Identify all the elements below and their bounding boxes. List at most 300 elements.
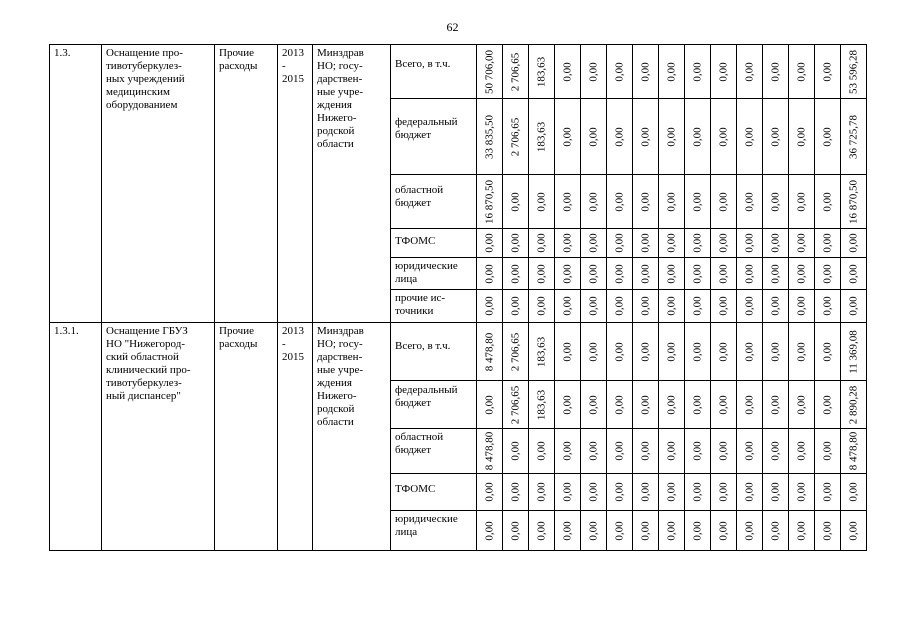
funding-table — [49, 44, 867, 551]
amount-cell — [711, 175, 737, 229]
amount-cell — [477, 323, 503, 381]
item-title: Оснащение ГБУЗ НО "Нижегород- ский областной клинический про- тивотуберкулез- ный диспансер" — [106, 325, 191, 402]
amount-cell — [581, 175, 607, 229]
table-row — [50, 323, 867, 381]
amount-value: 36 725,78 — [847, 114, 859, 159]
item-number-cell — [50, 45, 102, 323]
amount-cell — [529, 323, 555, 381]
amount-value: 0,00 — [795, 126, 807, 147]
amount-cell — [711, 381, 737, 429]
amount-cell — [503, 99, 529, 175]
amount-value: 0,00 — [509, 482, 521, 502]
amount-value: 0,00 — [587, 233, 599, 253]
funding-source-cell — [391, 323, 477, 381]
amount-value: 0,00 — [665, 441, 677, 461]
amount-cell — [581, 323, 607, 381]
amount-cell — [555, 511, 581, 551]
amount-value: 0,00 — [717, 126, 729, 147]
amount-value: 0,00 — [743, 263, 755, 284]
amount-cell — [503, 229, 529, 258]
funding-source-cell — [391, 175, 477, 229]
amount-cell — [711, 511, 737, 551]
amount-value: 0,00 — [821, 341, 833, 362]
amount-cell — [841, 381, 867, 429]
amount-cell — [529, 258, 555, 290]
amount-cell — [711, 99, 737, 175]
amount-value: 0,00 — [587, 482, 599, 502]
amount-cell — [529, 45, 555, 99]
amount-value: 0,00 — [691, 341, 703, 362]
amount-cell — [789, 99, 815, 175]
amount-cell — [841, 429, 867, 474]
amount-value: 8 478,80 — [847, 431, 859, 471]
amount-cell — [555, 323, 581, 381]
amount-value: 0,00 — [561, 520, 573, 541]
amount-value: 2 706,65 — [509, 117, 521, 156]
funding-source-cell — [391, 290, 477, 323]
amount-cell — [633, 175, 659, 229]
amount-value: 0,00 — [769, 341, 781, 362]
amount-value: 16 870,50 — [847, 179, 859, 224]
amount-value: 0,00 — [665, 263, 677, 284]
amount-cell — [789, 290, 815, 323]
amount-cell — [503, 474, 529, 511]
amount-value: 0,00 — [795, 520, 807, 541]
amount-value: 0,00 — [509, 520, 521, 541]
amount-value: 0,00 — [561, 482, 573, 502]
amount-cell — [659, 175, 685, 229]
amount-cell — [607, 45, 633, 99]
amount-cell — [841, 474, 867, 511]
amount-cell — [841, 99, 867, 175]
amount-cell — [529, 175, 555, 229]
amount-cell — [815, 99, 841, 175]
amount-value: 0,00 — [665, 394, 677, 415]
amount-cell — [581, 511, 607, 551]
funding-source: федеральный бюджет — [395, 116, 458, 141]
amount-value: 0,00 — [769, 520, 781, 541]
amount-cell — [607, 474, 633, 511]
amount-value: 0,00 — [821, 263, 833, 284]
amount-value: 0,00 — [821, 394, 833, 415]
amount-cell — [737, 99, 763, 175]
amount-cell — [789, 511, 815, 551]
amount-cell — [633, 429, 659, 474]
amount-cell — [685, 258, 711, 290]
amount-value: 0,00 — [795, 263, 807, 284]
amount-cell — [789, 45, 815, 99]
amount-value: 0,00 — [613, 341, 625, 362]
amount-cell — [633, 323, 659, 381]
amount-value: 0,00 — [743, 394, 755, 415]
amount-value: 0,00 — [795, 191, 807, 212]
amount-value: 0,00 — [847, 296, 859, 316]
amount-value: 0,00 — [665, 126, 677, 147]
funding-source: Всего, в т.ч. — [395, 58, 451, 70]
amount-cell — [529, 511, 555, 551]
amount-value: 0,00 — [639, 482, 651, 502]
amount-cell — [841, 511, 867, 551]
amount-value: 0,00 — [613, 263, 625, 284]
amount-value: 0,00 — [561, 394, 573, 415]
amount-value: 0,00 — [587, 520, 599, 541]
amount-cell — [685, 229, 711, 258]
amount-cell — [529, 474, 555, 511]
amount-value: 0,00 — [769, 61, 781, 82]
funding-source: Всего, в т.ч. — [395, 340, 451, 352]
amount-value: 183,63 — [535, 336, 547, 367]
amount-value: 0,00 — [821, 126, 833, 147]
amount-value: 0,00 — [795, 441, 807, 461]
executor: Минздрав НО; госу- дарствен- ные учре- ждения Нижего- родской области — [317, 325, 364, 428]
amount-value: 8 478,80 — [483, 431, 495, 471]
amount-value: 0,00 — [639, 191, 651, 212]
amount-value: 0,00 — [795, 61, 807, 82]
amount-value: 183,63 — [535, 389, 547, 420]
amount-cell — [607, 323, 633, 381]
amount-cell — [737, 290, 763, 323]
amount-value: 0,00 — [587, 126, 599, 147]
amount-cell — [633, 258, 659, 290]
expense-type: Прочие расходы — [219, 47, 258, 72]
amount-value: 0,00 — [535, 263, 547, 284]
funding-source: ТФОМС — [395, 483, 436, 495]
amount-value: 0,00 — [509, 233, 521, 253]
amount-cell — [685, 175, 711, 229]
amount-value: 0,00 — [665, 61, 677, 82]
amount-cell — [581, 474, 607, 511]
amount-cell — [503, 323, 529, 381]
amount-cell — [711, 474, 737, 511]
amount-value: 0,00 — [665, 482, 677, 502]
amount-cell — [607, 258, 633, 290]
amount-cell — [737, 229, 763, 258]
amount-cell — [763, 381, 789, 429]
amount-value: 0,00 — [743, 482, 755, 502]
amount-cell — [477, 429, 503, 474]
amount-cell — [633, 511, 659, 551]
amount-cell — [529, 290, 555, 323]
amount-value: 0,00 — [509, 296, 521, 316]
amount-value: 0,00 — [639, 296, 651, 316]
amount-cell — [841, 175, 867, 229]
amount-cell — [555, 175, 581, 229]
amount-cell — [685, 323, 711, 381]
amount-value: 0,00 — [587, 394, 599, 415]
amount-cell — [581, 229, 607, 258]
amount-cell — [555, 229, 581, 258]
amount-cell — [477, 229, 503, 258]
amount-value: 0,00 — [561, 296, 573, 316]
amount-cell — [815, 175, 841, 229]
amount-value: 33 835,50 — [483, 114, 495, 159]
amount-value: 0,00 — [561, 341, 573, 362]
amount-value: 0,00 — [613, 394, 625, 415]
amount-cell — [841, 45, 867, 99]
amount-cell — [763, 511, 789, 551]
amount-value: 0,00 — [743, 233, 755, 253]
amount-cell — [711, 323, 737, 381]
amount-value: 0,00 — [561, 191, 573, 212]
funding-source-cell — [391, 99, 477, 175]
amount-cell — [503, 175, 529, 229]
funding-source: юридические лица — [395, 260, 458, 285]
amount-cell — [659, 45, 685, 99]
amount-value: 0,00 — [847, 482, 859, 502]
amount-cell — [815, 429, 841, 474]
funding-source-cell — [391, 429, 477, 474]
amount-value: 0,00 — [691, 233, 703, 253]
table-body — [50, 45, 867, 551]
amount-value: 0,00 — [587, 61, 599, 82]
amount-value: 0,00 — [613, 296, 625, 316]
amount-value: 0,00 — [587, 191, 599, 212]
amount-cell — [607, 175, 633, 229]
amount-cell — [815, 45, 841, 99]
amount-value: 0,00 — [509, 191, 521, 212]
funding-source: областной бюджет — [395, 431, 444, 456]
amount-cell — [659, 474, 685, 511]
amount-cell — [841, 229, 867, 258]
amount-cell — [659, 258, 685, 290]
amount-value: 0,00 — [769, 441, 781, 461]
amount-value: 0,00 — [639, 263, 651, 284]
amount-value: 0,00 — [483, 233, 495, 253]
amount-value: 0,00 — [613, 126, 625, 147]
amount-cell — [763, 258, 789, 290]
amount-value: 53 596,28 — [847, 49, 859, 94]
amount-cell — [503, 258, 529, 290]
amount-value: 0,00 — [665, 341, 677, 362]
amount-cell — [659, 511, 685, 551]
amount-value: 0,00 — [483, 296, 495, 316]
amount-cell — [815, 381, 841, 429]
item-number-cell — [50, 323, 102, 551]
amount-value: 0,00 — [613, 191, 625, 212]
amount-value: 0,00 — [717, 263, 729, 284]
amount-cell — [581, 45, 607, 99]
implementation-period-cell — [278, 45, 313, 323]
amount-cell — [581, 290, 607, 323]
amount-cell — [815, 258, 841, 290]
amount-cell — [737, 474, 763, 511]
amount-cell — [477, 258, 503, 290]
amount-value: 0,00 — [795, 482, 807, 502]
amount-value: 0,00 — [743, 520, 755, 541]
amount-cell — [555, 429, 581, 474]
amount-value: 0,00 — [795, 341, 807, 362]
amount-cell — [503, 511, 529, 551]
funding-source: юридические лица — [395, 513, 458, 538]
amount-value: 0,00 — [717, 233, 729, 253]
amount-cell — [789, 323, 815, 381]
amount-value: 0,00 — [717, 441, 729, 461]
amount-cell — [607, 429, 633, 474]
amount-cell — [555, 381, 581, 429]
amount-value: 183,63 — [535, 121, 547, 152]
amount-value: 0,00 — [821, 191, 833, 212]
implementation-period: 2013 - 2015 — [282, 47, 304, 85]
amount-value: 0,00 — [821, 441, 833, 461]
amount-value: 0,00 — [561, 126, 573, 147]
amount-cell — [503, 290, 529, 323]
amount-cell — [685, 474, 711, 511]
amount-value: 0,00 — [769, 233, 781, 253]
amount-value: 0,00 — [483, 482, 495, 502]
amount-value: 0,00 — [587, 263, 599, 284]
executor-cell — [313, 45, 391, 323]
amount-cell — [607, 381, 633, 429]
amount-value: 0,00 — [483, 394, 495, 415]
amount-cell — [711, 258, 737, 290]
funding-source: ТФОМС — [395, 235, 436, 247]
amount-value: 0,00 — [717, 191, 729, 212]
amount-value: 0,00 — [483, 520, 495, 541]
amount-value: 0,00 — [587, 441, 599, 461]
amount-value: 2 706,65 — [509, 332, 521, 371]
amount-cell — [659, 229, 685, 258]
amount-value: 0,00 — [613, 482, 625, 502]
amount-cell — [477, 381, 503, 429]
amount-cell — [659, 429, 685, 474]
amount-cell — [763, 99, 789, 175]
funding-source-cell — [391, 381, 477, 429]
funding-source: прочие ис- точники — [395, 292, 446, 317]
amount-cell — [685, 429, 711, 474]
amount-value: 0,00 — [665, 520, 677, 541]
amount-value: 0,00 — [535, 482, 547, 502]
amount-cell — [633, 474, 659, 511]
amount-cell — [789, 175, 815, 229]
amount-value: 0,00 — [691, 263, 703, 284]
amount-cell — [633, 99, 659, 175]
amount-cell — [659, 99, 685, 175]
item-title: Оснащение про- тивотуберкулез- ных учреждений медицинским оборудованием — [106, 47, 185, 111]
page-number: 62 — [446, 20, 459, 34]
amount-value: 0,00 — [561, 441, 573, 461]
amount-cell — [711, 45, 737, 99]
amount-value: 0,00 — [535, 441, 547, 461]
amount-cell — [789, 258, 815, 290]
amount-value: 0,00 — [483, 263, 495, 284]
amount-value: 11 369,08 — [847, 329, 859, 374]
amount-value: 0,00 — [743, 441, 755, 461]
amount-cell — [607, 511, 633, 551]
amount-value: 0,00 — [847, 520, 859, 541]
amount-value: 0,00 — [639, 520, 651, 541]
amount-cell — [503, 381, 529, 429]
amount-value: 0,00 — [847, 233, 859, 253]
amount-value: 0,00 — [639, 394, 651, 415]
amount-value: 0,00 — [743, 296, 755, 316]
amount-cell — [555, 258, 581, 290]
item-number: 1.3.1. — [54, 325, 79, 337]
amount-cell — [685, 381, 711, 429]
amount-value: 0,00 — [535, 296, 547, 316]
amount-value: 2 706,65 — [509, 52, 521, 91]
funding-source-cell — [391, 511, 477, 551]
funding-source: областной бюджет — [395, 184, 444, 209]
amount-cell — [815, 474, 841, 511]
amount-cell — [529, 381, 555, 429]
amount-value: 0,00 — [509, 441, 521, 461]
amount-value: 0,00 — [743, 191, 755, 212]
implementation-period-cell — [278, 323, 313, 551]
amount-cell — [555, 99, 581, 175]
amount-value: 0,00 — [847, 263, 859, 284]
expense-type-cell — [215, 45, 278, 323]
amount-value: 0,00 — [691, 296, 703, 316]
amount-value: 0,00 — [717, 482, 729, 502]
amount-value: 0,00 — [769, 126, 781, 147]
amount-value: 0,00 — [509, 263, 521, 284]
amount-cell — [737, 258, 763, 290]
amount-cell — [633, 290, 659, 323]
amount-value: 0,00 — [769, 263, 781, 284]
amount-cell — [477, 45, 503, 99]
amount-value: 0,00 — [613, 61, 625, 82]
amount-cell — [477, 290, 503, 323]
amount-value: 8 478,80 — [483, 332, 495, 371]
amount-value: 0,00 — [821, 61, 833, 82]
amount-value: 0,00 — [691, 441, 703, 461]
amount-cell — [607, 99, 633, 175]
amount-value: 0,00 — [639, 233, 651, 253]
amount-value: 0,00 — [613, 233, 625, 253]
amount-value: 0,00 — [587, 296, 599, 316]
amount-value: 0,00 — [639, 441, 651, 461]
amount-value: 0,00 — [717, 61, 729, 82]
expense-type-cell — [215, 323, 278, 551]
amount-cell — [763, 175, 789, 229]
amount-cell — [789, 474, 815, 511]
amount-value: 2 890,28 — [847, 385, 859, 424]
expense-type: Прочие расходы — [219, 325, 258, 350]
amount-value: 0,00 — [561, 233, 573, 253]
amount-cell — [737, 429, 763, 474]
amount-value: 0,00 — [717, 520, 729, 541]
amount-value: 0,00 — [665, 191, 677, 212]
amount-cell — [633, 45, 659, 99]
amount-value: 50 706,00 — [483, 49, 495, 94]
amount-cell — [633, 381, 659, 429]
amount-cell — [789, 381, 815, 429]
executor: Минздрав НО; госу- дарствен- ные учре- ждения Нижего- родской области — [317, 47, 364, 150]
amount-value: 0,00 — [821, 233, 833, 253]
amount-cell — [555, 290, 581, 323]
item-number: 1.3. — [54, 47, 71, 59]
amount-cell — [737, 175, 763, 229]
amount-cell — [503, 45, 529, 99]
amount-cell — [789, 429, 815, 474]
amount-cell — [711, 290, 737, 323]
amount-cell — [815, 290, 841, 323]
item-title-cell — [102, 323, 215, 551]
amount-cell — [555, 45, 581, 99]
item-title-cell — [102, 45, 215, 323]
amount-cell — [581, 429, 607, 474]
amount-value: 0,00 — [769, 191, 781, 212]
amount-value: 0,00 — [639, 126, 651, 147]
amount-cell — [581, 381, 607, 429]
amount-cell — [529, 99, 555, 175]
amount-cell — [789, 229, 815, 258]
amount-cell — [659, 290, 685, 323]
amount-value: 0,00 — [691, 126, 703, 147]
amount-cell — [841, 290, 867, 323]
amount-value: 0,00 — [743, 341, 755, 362]
amount-cell — [477, 175, 503, 229]
